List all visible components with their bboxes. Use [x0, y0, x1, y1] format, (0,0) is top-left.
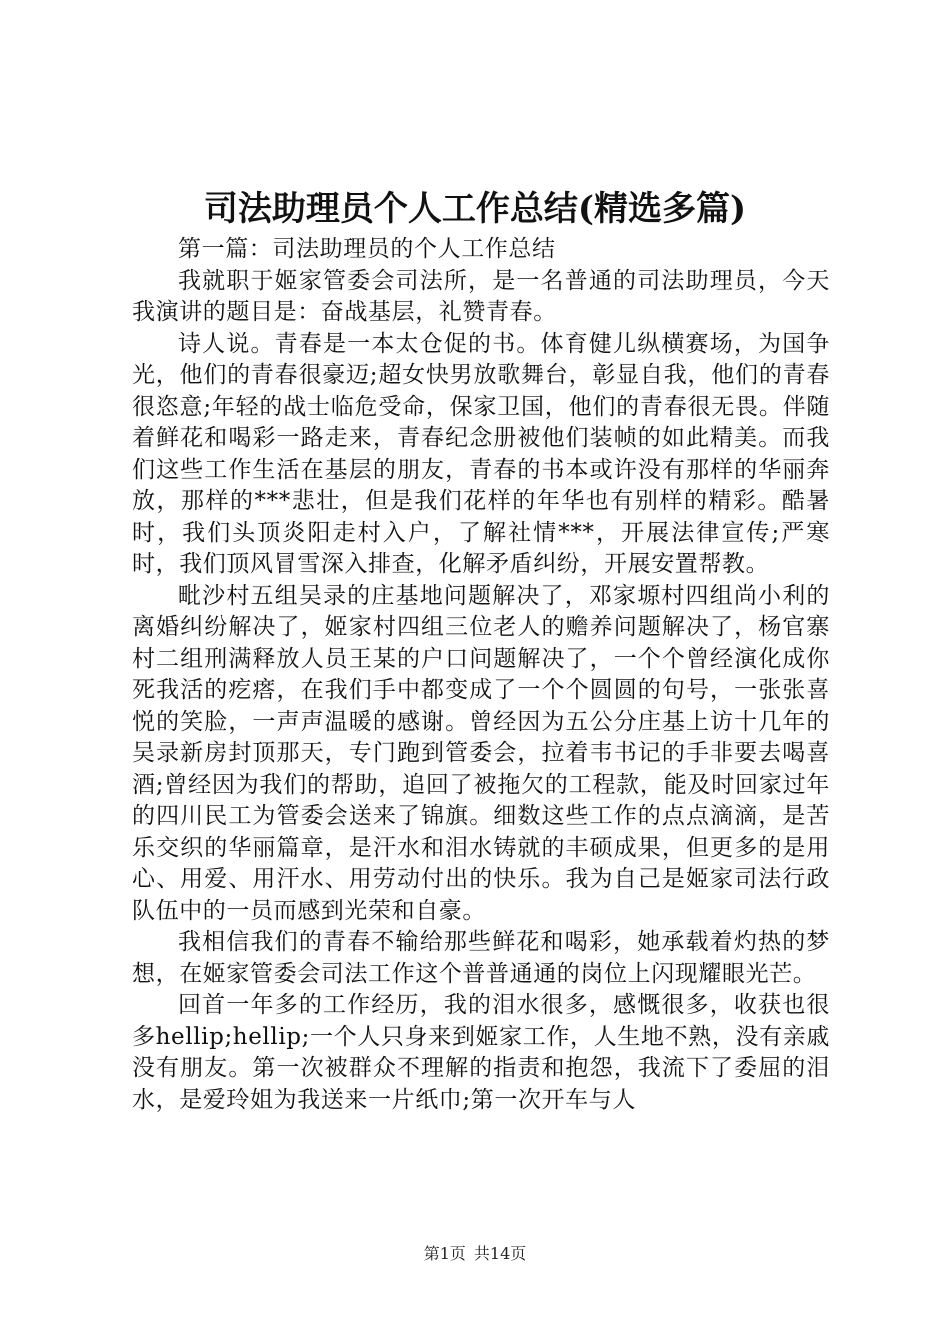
body-paragraph: 回首一年多的工作经历，我的泪水很多，感慨很多，收获也很多hellip;hellip;一个人只身来到姬家工作，人生地不熟，没有亲戚没有朋友。第一次被群众不理解的指责和抱怨，我流下了委屈的泪水，是爱玲姐为我送来一片纸巾;第一次开车与人 [132, 992, 830, 1113]
body-paragraph: 我就职于姬家管委会司法所，是一名普通的司法助理员，今天我演讲的题目是：奋战基层，礼赞青春。 [132, 267, 830, 325]
body-paragraph: 毗沙村五组吴录的庄基地问题解决了，邓家塬村四组尚小利的离婚纠纷解决了，姬家村四组三位老人的赡养问题解决了，杨官寨村二组刑满释放人员王某的户口问题解决了，一个个曾经演化成你死我活的疙瘩，在我们手中都变成了一个个圆圆的句号，一张张喜悦的笑脸，一声声温暖的感谢。曾经因为五公分庄基上访十几年的吴录新房封顶那天，专门跑到管委会，拉着韦书记的手非要去喝喜酒;曾经因为我们的帮助，追回了被拖欠的工程款，能及时回家过年的四川民工为管委会送来了锦旗。细数这些工作的点点滴滴，是苦乐交织的华丽篇章，是汗水和泪水铸就的丰硕成果，但更多的是用心、用爱、用汗水、用劳动付出的快乐。我为自己是姬家司法行政队伍中的一员而感到光荣和自豪。 [132, 582, 830, 924]
page-footer [0, 1243, 950, 1265]
body-paragraph: 诗人说。青春是一本太仓促的书。体育健儿纵横赛场，为国争光，他们的青春很豪迈;超女快男放歌舞台，彰显自我，他们的青春很恣意;年轻的战士临危受命，保家卫国，他们的青春很无畏。伴随着鲜花和喝彩一路走来，青春纪念册被他们装帧的如此精美。而我们这些工作生活在基层的朋友，青春的书本或许没有那样的华丽奔放，那样的***悲壮，但是我们花样的年华也有别样的精彩。酷暑时，我们头顶炎阳走村入户，了解社情***，开展法律宣传;严寒时，我们顶风冒雪深入排查，化解矛盾纠纷，开展安置帮教。 [132, 330, 830, 577]
page-number: 第1页 [423, 1244, 466, 1263]
body-paragraph: 我相信我们的青春不输给那些鲜花和喝彩，她承载着灼热的梦想，在姬家管委会司法工作这个普普通通的岗位上闪现耀眼光芒。 [132, 929, 830, 987]
document-body [132, 234, 830, 1116]
section-heading: 第一篇：司法助理员的个人工作总结 [178, 236, 556, 262]
document-title: 司法助理员个人工作总结(精选多篇) [203, 189, 747, 229]
total-pages: 共14页 [473, 1244, 527, 1263]
